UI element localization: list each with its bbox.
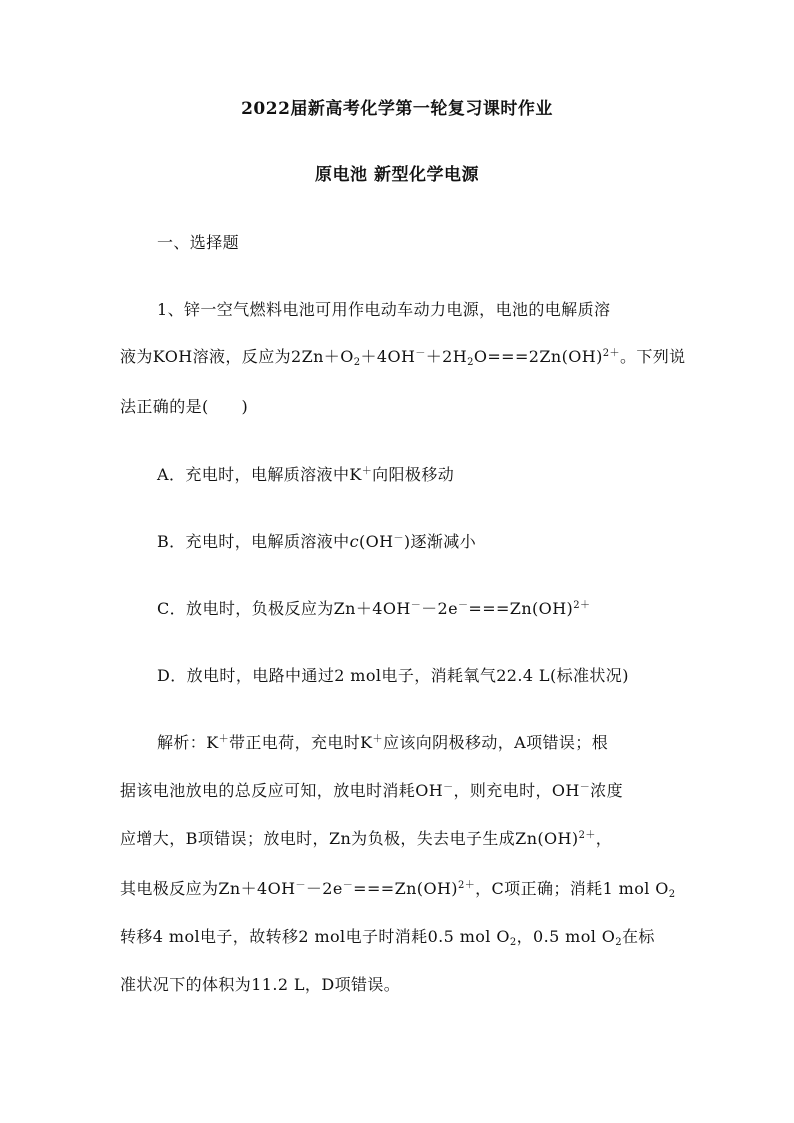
option-a: A．充电时，电解质溶液中K＋向阳极移动	[157, 465, 455, 484]
question-line-2: 液为KOH溶液，反应为$2Zn+O_2+4OH^-+2H_2O===2Zn(OH)^{2+}$。下列说	[120, 347, 686, 368]
question-line-3: 法正确的是( )	[120, 397, 249, 416]
option-b: B．充电时，电解质溶液中c(OH－)逐渐减小	[157, 532, 477, 551]
document-subheading: 原电池 新型化学电源	[315, 165, 479, 185]
analysis-line-1: 解析：K＋带正电荷，充电时K＋应该向阴极移动，A项错误；根	[157, 733, 609, 752]
question-line-1: 1、锌一空气燃料电池可用作电动车动力电源，电池的电解质溶	[157, 300, 611, 319]
option-d: D．放电时，电路中通过2 mol电子，消耗氧气22.4 L(标准状况)	[157, 666, 629, 685]
analysis-line-3: 应增大，B项错误；放电时，Zn为负极，失去电子生成Zn(OH)$^{2+}$，	[120, 829, 613, 848]
document-heading: 2022届新高考化学第一轮复习课时作业	[241, 99, 553, 119]
option-c: C．放电时，负极反应为Zn＋4OH－－2e－===Zn(OH)$^{2+}$	[157, 599, 591, 618]
analysis-line-5: 转移4 mol电子，故转移2 mol电子时消耗0.5 mol $O_2$，0.5 mol $O_2$在标	[120, 927, 655, 948]
section-heading: 一、选择题	[157, 233, 240, 252]
analysis-line-4: 其电极反应为Zn＋4OH－－2e－===Zn(OH)$^{2+}$，C项正确；消耗1 mol $O_2$	[120, 879, 676, 900]
analysis-line-6: 准状况下的体积为11.2 L，D项错误。	[120, 975, 401, 994]
analysis-line-2: 据该电池放电的总反应可知，放电时消耗OH－，则充电时，OH－浓度	[120, 781, 623, 800]
